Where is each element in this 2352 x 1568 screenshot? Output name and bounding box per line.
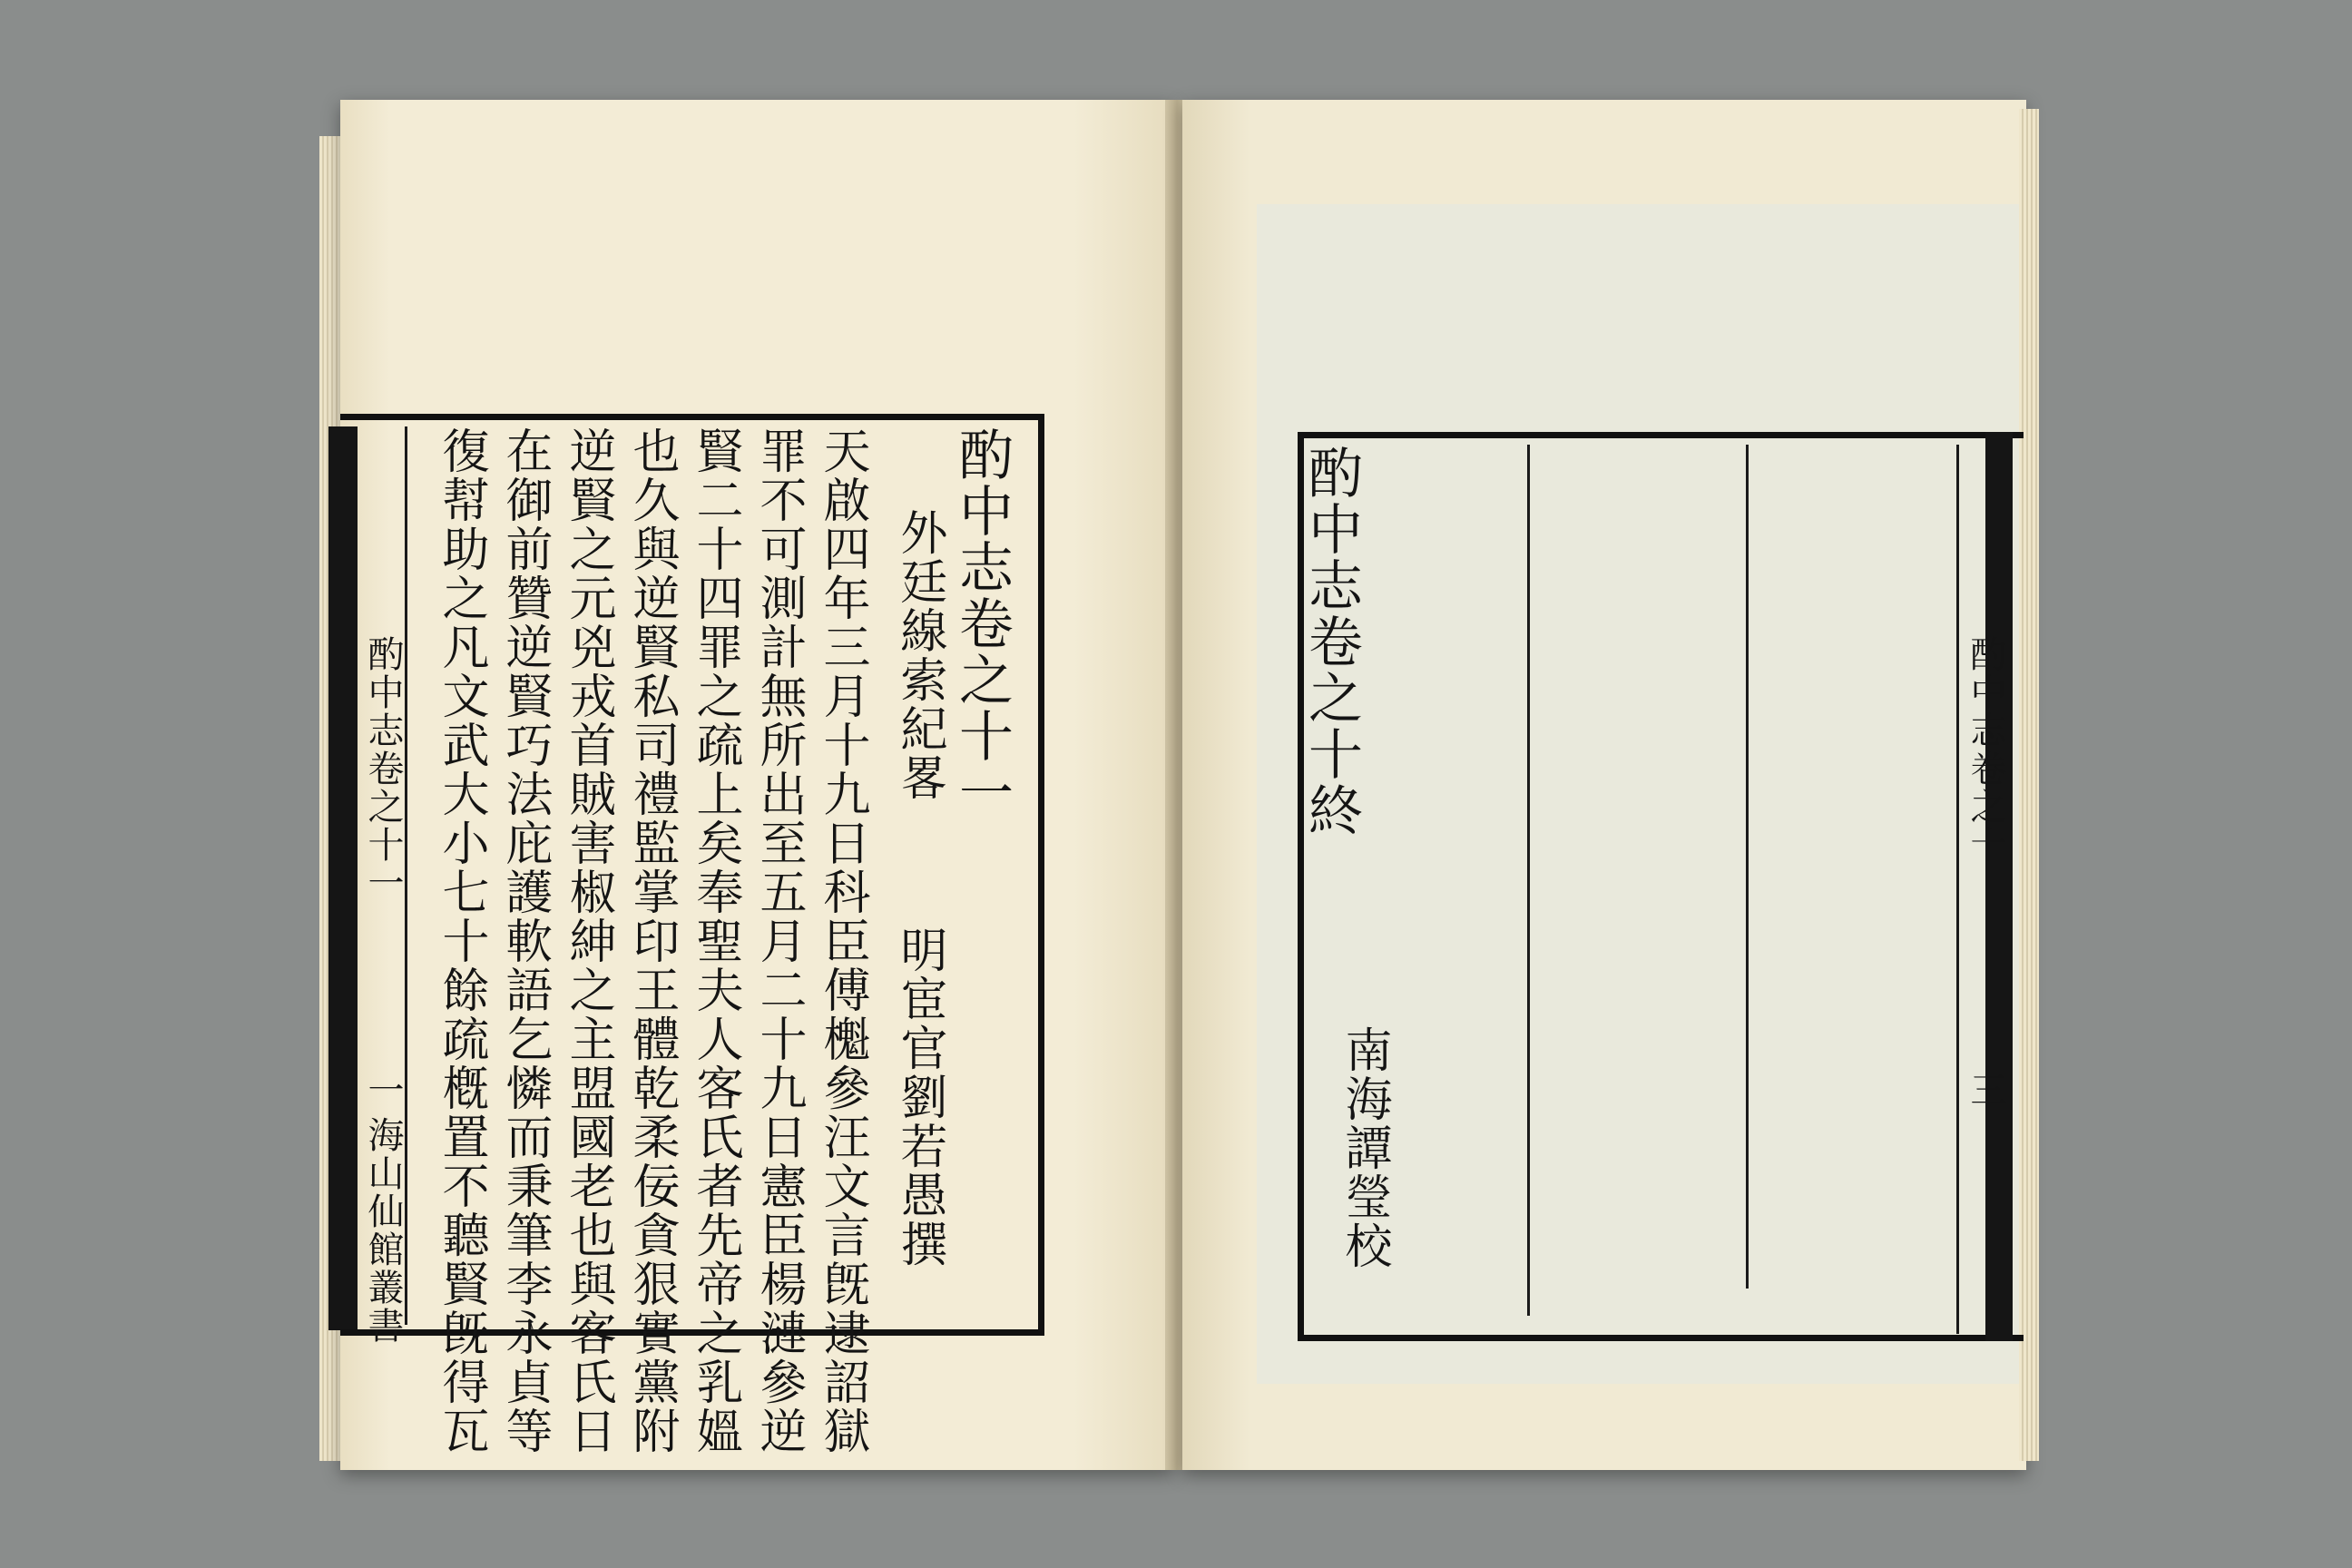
margin-title-right: 酌中志卷之十 [1965, 635, 2006, 864]
margin-page-number-left: 一 [362, 1071, 404, 1109]
chapter-title: 酌中志卷之十一 [950, 426, 1014, 820]
margin-column-rule-right [1956, 445, 1959, 1334]
body-line-7: 復幇助之凡文武大小七十餘疏槪置不聽賢旣得瓦 [434, 426, 488, 1455]
body-line-3: 賢二十四罪之疏上矣奉聖夫人客氏者先帝之乳媼 [688, 426, 742, 1455]
author-line: 明宦官劉若愚撰 [892, 926, 946, 1269]
proofreader-line: 南海譚瑩校 [1337, 1025, 1391, 1270]
end-of-volume-title: 酌中志卷之十終 [1299, 445, 1363, 838]
empty-column-rule-2 [1746, 445, 1749, 1289]
body-line-2: 罪不可測計無所出至五月二十九日憲臣楊漣參逆 [751, 426, 806, 1455]
empty-column-rule-1 [1527, 445, 1530, 1316]
body-line-6: 在御前贊逆賢巧法庇護軟語乞憐而秉筆李永貞等 [497, 426, 552, 1455]
margin-title-left: 酌中志卷之十一 [362, 635, 404, 902]
margin-series-name: 海山仙館叢書 [362, 1116, 404, 1345]
right-fold-margin-bar [1985, 432, 2013, 1341]
body-line-1: 天啟四年三月十九日科臣傅櫆參汪文言旣逮詔獄 [815, 426, 869, 1455]
body-line-5: 逆賢之元兇戎首賊害椒紳之主盟國老也與客氏日 [561, 426, 615, 1455]
margin-page-number-right: 三 [1965, 1071, 2006, 1109]
margin-column-rule [405, 426, 407, 1325]
chapter-subtitle: 外廷線索紀畧 [892, 508, 946, 802]
right-print-frame [1298, 432, 2024, 1341]
body-line-4: 也久與逆賢私司禮監掌印王體乾柔佞貪狠實黨附 [624, 426, 679, 1455]
